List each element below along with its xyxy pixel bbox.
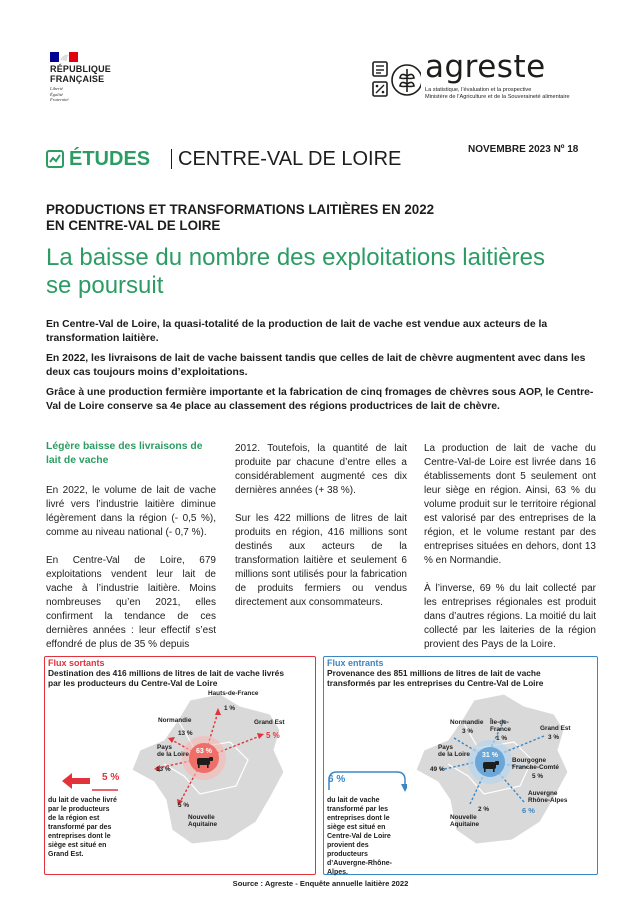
in-pct-na: 2 % [478,806,490,813]
outgoing-caption: Destination des 416 millions de litres de lait de vache livrés par les producteurs du Centre-Val de Loire [48,668,284,688]
source-note: Source : Agreste - Enquête annuelle laitière 2022 [232,879,409,888]
outgoing-france-map [120,690,310,865]
region-label: CENTRE-VAL DE LOIRE [178,148,402,170]
in-label-normandie: Normandie [450,719,484,726]
column-2-paragraph-2: Sur les 422 millions de litres de lait produits en région, 416 millions sont destinés aux acteurs de la transformation laitière et seulement 6 millions sont utilisés pour la fabrication de produits fermiers ou vendus directement aux consommateurs. [235,513,407,608]
incoming-highlight-pct: 6 % [328,774,346,785]
out-label-pdl: Pays de la Loire [157,744,189,758]
section-subheading: Légère baisse des livraisons de lait de vache [46,441,203,466]
in-label-ara: Auvergne Rhône-Alpes [528,790,568,804]
incoming-tag: Flux entrants [327,658,384,668]
in-pct-grand-est: 3 % [548,734,560,741]
out-pct-grand-est: 5 % [266,731,280,740]
out-label-grand-est: Grand Est [254,719,285,726]
series-divider [171,149,172,169]
page-title: La baisse du nombre des exploitations laitières se poursuit [46,244,545,299]
in-pct-ara: 6 % [522,806,535,815]
out-pct-hdf: 1 % [224,705,236,712]
column-2-paragraph-1: 2012. Toutefois, la quantité de lait produite par chacune d’entre elles a considérablement augmenté ces dix dernières années (+ 38 %). [235,443,407,496]
chapo-paragraph-1: En Centre-Val de Loire, la quasi-totalité de la production de lait de vache est vendue aux acteurs de la transformation laitière. [46,319,548,344]
in-pct-bfc: 5 % [532,773,544,780]
outgoing-tag: Flux sortants [48,658,105,668]
agreste-tagline: La statistique, l’évaluation et la prospective Ministère de l’Agriculture et de la Souveraineté alimentaire [425,87,570,100]
agreste-icons [371,56,421,104]
outgoing-highlight-pct: 5 % [102,772,120,783]
etudes-chart-icon [46,150,64,168]
column-3-paragraph-2: À l’inverse, 69 % du lait collecté par les entreprises régionales est produit dans d’autres régions. La moitié du lait collecté par les laiteries de la région provient des Pays de la Loire. [424,583,596,650]
agreste-wordmark: agreste [425,49,546,85]
out-pct-na: 5 % [178,802,190,809]
out-pct-pdl: 13 % [156,766,171,773]
outgoing-note: du lait de vache livré par le producteurs de la région est transformé par des entreprises dont le siège est situé en Grand Est. [48,797,117,858]
in-pct-pdl: 49 % [430,766,445,773]
in-label-bfc: Bourgogne Franche-Comté [512,757,559,771]
column-1-paragraph-2: En Centre-Val de Loire, 679 exploitations vendent leur lait de vache à l’industrie laitière. Moins nombreuses qu’en 2021, elles confirment la tendance de ces dernières années : leur effectif s’est effondré de plus de 35 % depuis [46,555,216,650]
out-label-na: Nouvelle Aquitaine [188,814,218,828]
out-label-normandie: Normandie [158,717,192,724]
column-3-paragraph-1: La production de lait de vache du Centre-Val-de Loire est livrée dans 16 établissements dont 5 seulement ont leur siège en région. Ainsi, 63 % du volume produit sur le territoire régional est valorisé par des entreprises de la région, et le volume restant par des entreprises situées en dehors, dont 13 % en Normandie. [424,443,596,566]
in-label-idf: Île-de- France [490,719,511,733]
in-pct-idf: 1 % [496,735,508,742]
surtitle: PRODUCTIONS ET TRANSFORMATIONS LAITIÈRES EN 2022 EN CENTRE-VAL DE LOIRE [46,202,435,233]
outgoing-center-pct: 63 % [196,748,212,755]
incoming-caption: Provenance des 851 millions de litres de lait de vache transformés par les entreprises du Centre-Val de Loire [327,668,544,688]
incoming-center-pct: 31 % [482,752,498,759]
rf-name: RÉPUBLIQUE FRANÇAISE [50,64,112,84]
out-pct-normandie: 13 % [178,730,193,737]
marianne-flag-icon [50,52,78,62]
out-label-hdf: Hauts-de-France [208,690,259,697]
incoming-note: du lait de vache transformé par les entreprises dont le siège est situé en Centre-Val de Loire provient des producteurs d’Auvergne-Rhône- Alpes. [327,797,392,876]
in-label-pdl: Pays de la Loire [438,744,470,758]
rf-motto: Liberté Égalité Fraternité [50,86,69,102]
in-label-na: Nouvelle Aquitaine [450,814,480,828]
chapo-paragraph-3: Grâce à une production fermière importante et la fabrication de cinq fromages de chèvres sous AOP, le Centre-Val de Loire conserve sa 4e place au classement des régions productrices de lait de chèvre. [46,387,594,412]
chapo-paragraph-2: En 2022, les livraisons de lait de vache baissent tandis que celles de lait de chèvre augmentent avec dans les deux cas toujours moins d’exploitations. [46,353,586,378]
in-pct-normandie: 3 % [462,728,474,735]
incoming-france-map [404,690,594,865]
issue-label: NOVEMBRE 2023 Nº 18 [468,144,579,155]
in-label-grand-est: Grand Est [540,725,571,732]
column-1-paragraph-1: En 2022, le volume de lait de vache livré vers l’industrie laitière diminue légèrement dans la région (- 0,5 %), comme au niveau national (- 0,7 %). [46,485,216,538]
series-label: ÉTUDES [69,148,151,170]
